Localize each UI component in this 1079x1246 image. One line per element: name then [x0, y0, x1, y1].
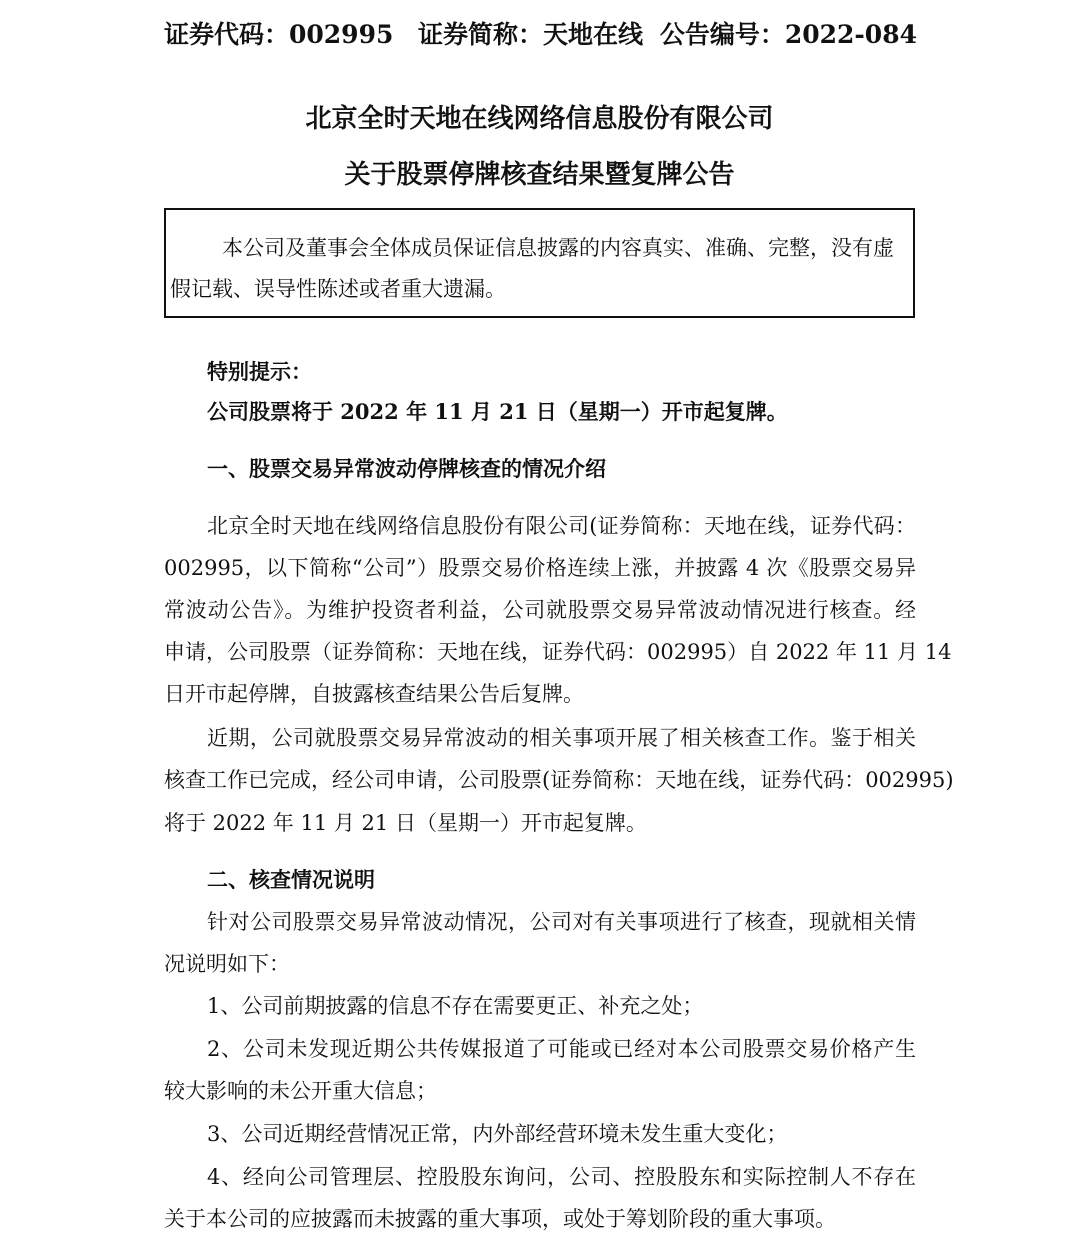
special-tip-heading: 特别提示： — [207, 359, 312, 384]
section1-para2-line: 核查工作已完成，经公司申请，公司股票(证券简称：天地在线，证券代码：002995) — [164, 768, 954, 792]
announcement-title: 关于股票停牌核查结果暨复牌公告 — [344, 160, 735, 190]
document-header — [164, 18, 917, 52]
check-item-4-line: 关于本公司的应披露而未披露的重大事项，或处于筹划阶段的重大事项。 — [164, 1207, 836, 1231]
check-item-3: 3、公司近期经营情况正常，内外部经营环境未发生重大变化； — [207, 1122, 788, 1146]
section1-para2-line: 将于 2022 年 11 月 21 日（星期一）开市起复牌。 — [164, 811, 647, 835]
check-item-2-line: 2、公司未发现近期公共传媒报道了可能或已经对本公司股票交易价格产生 — [207, 1037, 916, 1061]
section2-intro-line: 况说明如下： — [164, 952, 290, 976]
disclaimer-line-1: 本公司及董事会全体成员保证信息披露的内容真实、准确、完整，没有虚 — [222, 236, 894, 260]
section2-heading: 二、核查情况说明 — [207, 867, 375, 892]
section1-para2-line: 近期，公司就股票交易异常波动的相关事项开展了相关核查工作。鉴于相关 — [207, 726, 916, 750]
check-item-1: 1、公司前期披露的信息不存在需要更正、补充之处； — [207, 994, 704, 1018]
stock-code: 证券代码：002995 — [164, 20, 394, 49]
section1-para1-line: 常波动公告》。为维护投资者利益，公司就股票交易异常波动情况进行核查。经 — [164, 598, 916, 622]
section1-para1-line: 北京全时天地在线网络信息股份有限公司(证券简称：天地在线，证券代码： — [207, 514, 916, 538]
section1-heading: 一、股票交易异常波动停牌核查的情况介绍 — [207, 456, 606, 481]
section2-intro-line: 针对公司股票交易异常波动情况，公司对有关事项进行了核查，现就相关情 — [207, 910, 916, 934]
check-item-4-line: 4、经向公司管理层、控股股东询问，公司、控股股东和实际控制人不存在 — [207, 1165, 916, 1189]
section1-para1-line: 002995，以下简称“公司”）股票交易价格连续上涨，并披露 4 次《股票交易异 — [164, 556, 916, 580]
notice-number: 公告编号：2022-084 — [659, 20, 917, 49]
disclaimer-line-2: 假记载、误导性陈述或者重大遗漏。 — [170, 277, 506, 301]
section1-para1-line: 日开市起停牌，自披露核查结果公告后复牌。 — [164, 682, 584, 706]
check-item-2-line: 较大影响的未公开重大信息； — [164, 1079, 437, 1103]
special-tip-text: 公司股票将于 2022 年 11 月 21 日（星期一）开市起复牌。 — [207, 399, 788, 424]
disclaimer-box — [164, 208, 915, 318]
company-title: 北京全时天地在线网络信息股份有限公司 — [305, 104, 774, 134]
section1-para1-line: 申请，公司股票（证券简称：天地在线，证券代码：002995）自 2022 年 11 月 14 — [164, 640, 952, 664]
disclaimer-text — [166, 228, 913, 310]
stock-name: 证券简称：天地在线 — [418, 20, 644, 49]
